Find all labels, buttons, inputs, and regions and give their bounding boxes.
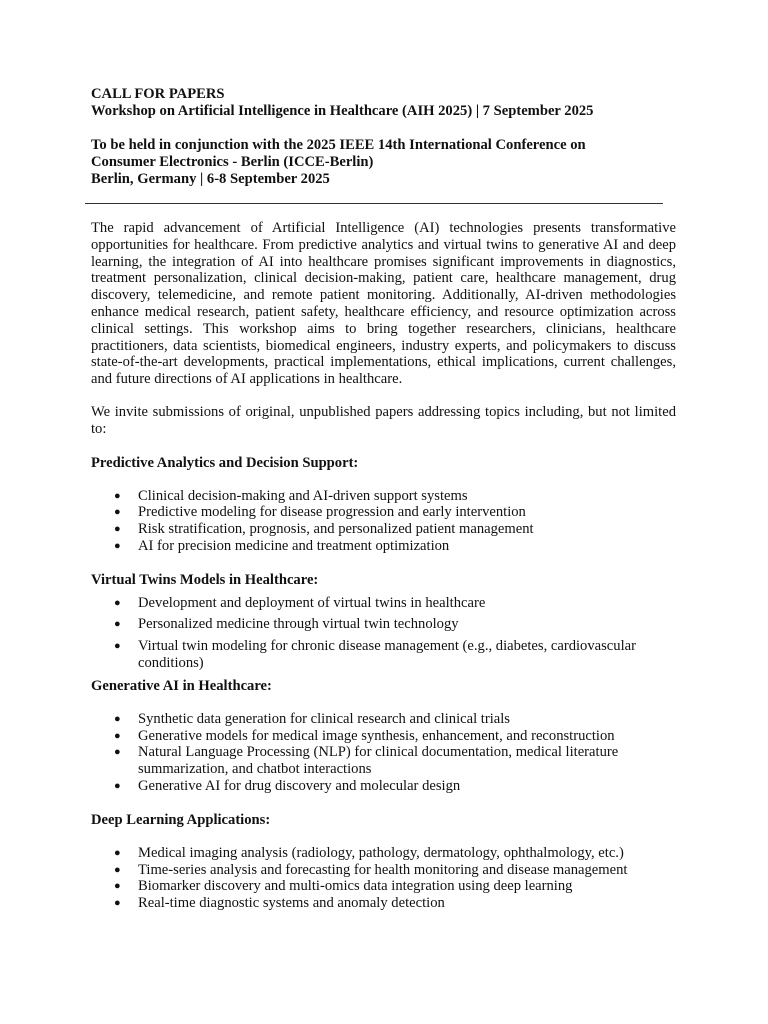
- location-date: Berlin, Germany | 6-8 September 2025: [91, 171, 330, 187]
- list-item: ● Time-series analysis and forecasting for health monitoring and disease management: [114, 861, 628, 878]
- bullet-icon: ●: [114, 639, 121, 652]
- list-item: ● Synthetic data generation for clinical research and clinical trials: [114, 710, 510, 727]
- conjunction-line-1: To be held in conjunction with the 2025 IEEE 14th International Conference on: [91, 137, 586, 153]
- section-title: Generative AI in Healthcare:: [91, 677, 272, 694]
- list-item: ● AI for precision medicine and treatment optimization: [114, 537, 450, 554]
- section-virtual-twins: [91, 572, 676, 672]
- topic-list: [91, 845, 676, 912]
- document-page: [91, 86, 676, 912]
- section-predictive-analytics: [91, 455, 676, 555]
- list-item: ● Clinical decision-making and AI-driven support systems: [114, 487, 468, 504]
- list-item: ● Biomarker discovery and multi-omics data integration using deep learning: [114, 878, 573, 895]
- bullet-icon: ●: [114, 712, 121, 725]
- bullet-icon: ●: [114, 746, 121, 759]
- conjunction-line-2: Consumer Electronics - Berlin (ICCE-Berlin): [91, 154, 374, 170]
- bullet-icon: ●: [114, 523, 121, 536]
- bullet-icon: ●: [114, 779, 121, 792]
- workshop-title: Workshop on Artificial Intelligence in Healthcare (AIH 2025) | 7 September 2025: [91, 103, 594, 119]
- intro-paragraph: The rapid advancement of Artificial Intelligence (AI) technologies presents transformative opportunities for healthcare. From predictive analytics and virtual twins to generative AI and deep learning, the integration of AI into healthcare promises significant improvements in diagnostics, treatment personalization, clinical decision-making, patient care, healthcare management, drug discovery, telemedicine, and remote patient monitoring. Additionally, AI-driven methodologies enhance medical research, patient safety, healthcare efficiency, and resource optimization across clinical settings. This workshop aims to bring together researchers, clinicians, healthcare practitioners, data scientists, biomedical engineers, industry experts, and policymakers to discuss state-of-the-art developments, practical implementations, ethical implications, current challenges, and future directions of AI applications in healthcare.: [91, 220, 676, 388]
- bullet-icon: ●: [114, 506, 121, 519]
- bullet-icon: ●: [114, 618, 121, 631]
- topic-list: [91, 595, 676, 672]
- bullet-icon: ●: [114, 729, 121, 742]
- invite-paragraph: We invite submissions of original, unpublished papers addressing topics including, but not limited to:: [91, 403, 676, 437]
- section-generative-ai: [91, 678, 676, 795]
- bullet-icon: ●: [114, 863, 121, 876]
- bullet-icon: ●: [114, 539, 121, 552]
- bullet-icon: ●: [114, 846, 121, 859]
- section-deep-learning: [91, 812, 676, 912]
- list-item: ● Real-time diagnostic systems and anomaly detection: [114, 895, 445, 912]
- section-title: Virtual Twins Models in Healthcare:: [91, 571, 319, 588]
- list-item: ● Natural Language Processing (NLP) for clinical documentation, medical literature summarization, and chatbot interactions: [114, 744, 619, 778]
- list-item: ● Generative AI for drug discovery and molecular design: [114, 777, 461, 794]
- bullet-icon: ●: [114, 880, 121, 893]
- bullet-icon: ●: [114, 596, 121, 609]
- list-item: ● Medical imaging analysis (radiology, pathology, dermatology, ophthalmology, etc.): [114, 844, 624, 861]
- list-item: ● Personalized medicine through virtual twin technology: [114, 616, 459, 633]
- header-divider: [85, 203, 663, 204]
- bullet-icon: ●: [114, 897, 121, 910]
- list-item: ● Development and deployment of virtual twins in healthcare: [114, 594, 486, 611]
- section-title: Predictive Analytics and Decision Support:: [91, 454, 359, 471]
- call-for-papers-heading: CALL FOR PAPERS: [91, 86, 225, 102]
- bullet-icon: ●: [114, 489, 121, 502]
- list-item: ● Generative models for medical image synthesis, enhancement, and reconstruction: [114, 727, 615, 744]
- list-item: ● Predictive modeling for disease progression and early intervention: [114, 504, 526, 521]
- list-item: ● Risk stratification, prognosis, and personalized patient management: [114, 521, 534, 538]
- topic-list: [91, 488, 676, 555]
- list-item: ● Virtual twin modeling for chronic disease management (e.g., diabetes, cardiovascular conditions): [114, 637, 636, 671]
- section-title: Deep Learning Applications:: [91, 811, 271, 828]
- topic-list: [91, 711, 676, 795]
